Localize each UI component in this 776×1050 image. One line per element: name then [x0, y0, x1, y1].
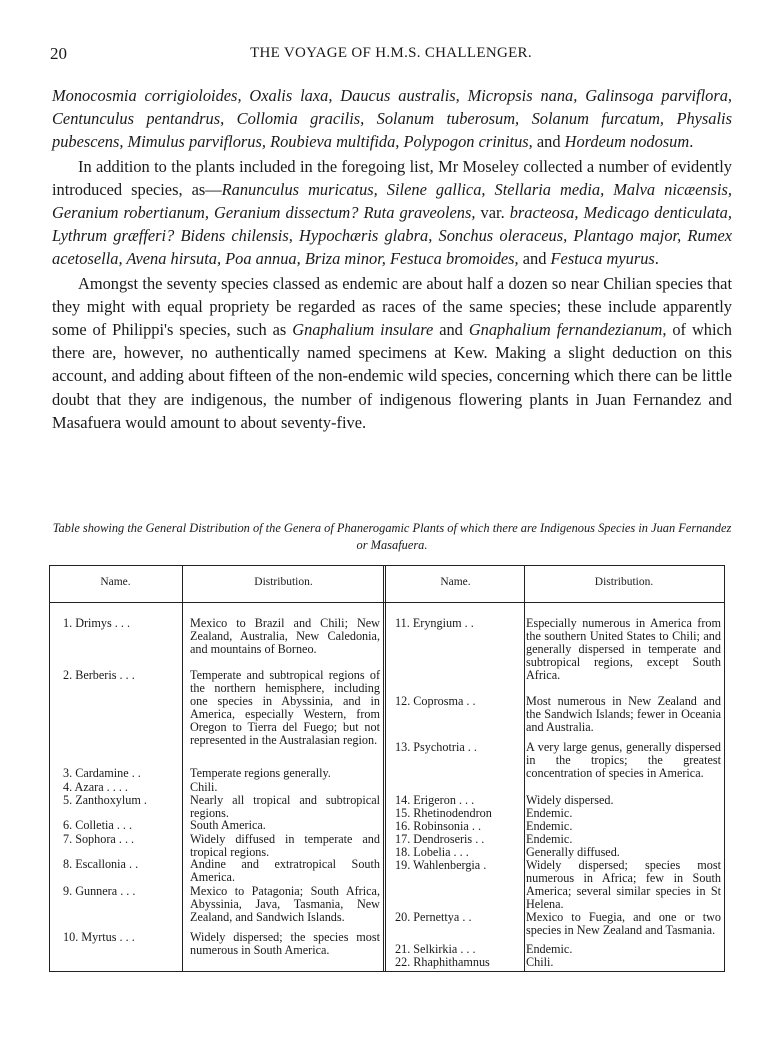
genus-distribution: Mexico to Patagonia; South Africa, Abyssinia, Java, Tasmania, New Zealand, and Sandwich Islands.: [190, 884, 380, 924]
genus-name: 12. Coprosma . .: [395, 694, 476, 708]
text-run: and: [433, 320, 469, 340]
genus-distribution: Mexico to Fuegia, and one or two species in New Zealand and Tasmania.: [526, 910, 721, 937]
header-distribution-right: Distribution.: [594, 576, 654, 588]
genus-distribution: Chili.: [526, 955, 554, 969]
genus-distribution: Widely dispersed; the species most numerous in South America.: [190, 930, 380, 957]
paragraph-introduced-species: [52, 155, 732, 271]
text-run: Festuca myurus: [550, 249, 655, 269]
genus-name: 21. Selkirkia . . .: [395, 942, 476, 956]
header-name-left: Name.: [100, 576, 131, 588]
genus-name: 1. Drimys . . .: [63, 616, 131, 630]
text-run: Gnaphalium fernandezianum: [468, 320, 663, 340]
genera-distribution-table: [49, 565, 725, 972]
genus-name: 20. Pernettya . .: [395, 910, 472, 924]
genus-distribution: Nearly all tropical and subtropical regions.: [190, 793, 380, 820]
genus-name: 14. Erigeron . . .: [395, 793, 475, 807]
text-run: , of which there are, however, no authentically named specimens at Kew. Making a slight deduction on this account, and adding about fifteen of the non-endemic wild species, concerning which there can be little doubt that they are indigenous, the number of indigenous flowering plants in Juan Fernandez and Masafuera would amount to about seventy-five.: [52, 320, 733, 432]
genus-name: 4. Azara . . . .: [63, 780, 128, 794]
genus-name: 16. Robinsonia . .: [395, 819, 481, 833]
genus-name: 17. Dendroseris . .: [395, 832, 485, 846]
genus-name: 11. Eryngium . .: [395, 616, 474, 630]
text-run: and: [518, 249, 551, 269]
genus-name: 2. Berberis . . .: [63, 668, 135, 682]
text-run: Monocosmia corrigioloides, Oxalis laxa, Daucus australis, Micropsis nana, Galinsoga parviflora, Centunculus pentandrus, Collomia gracilis, Solanum tuberosum, Solanum furcatum, Physalis pubescens, Mimulus parviflorus, Roubieva multifida, Polypogon crinitus,: [52, 86, 732, 152]
genus-distribution: Temperate and subtropical regions of the northern hemisphere, including one species in Abyssinia, and in America, especially Western, from Oregon to Tierra del Fuego; but not represented in the Australasian region.: [190, 668, 380, 747]
running-title: THE VOYAGE OF H.M.S. CHALLENGER.: [250, 45, 532, 61]
center-double-rule: [383, 565, 386, 972]
genus-distribution: Endemic.: [526, 806, 573, 820]
genus-distribution: Widely diffused in temperate and tropical regions.: [190, 832, 380, 859]
genus-distribution: Especially numerous in America from the southern United States to Chili; and generally dispersed in temperate and subtropical regions, except South Africa.: [526, 616, 721, 682]
text-run: .: [654, 249, 659, 269]
genus-distribution: A very large genus, generally dispersed in the tropics; the greatest concentration of species in America.: [526, 740, 721, 780]
table-caption: Table showing the General Distribution of the Genera of Phanerogamic Plants of which there are Indigenous Species in Juan Fernandez or Masafuera.: [52, 521, 732, 552]
paragraph-species-list-end: [52, 84, 732, 154]
genus-name: 15. Rhetinodendron: [395, 806, 492, 820]
header-name-right: Name.: [440, 576, 471, 588]
paragraph-endemic-species: [52, 272, 732, 434]
body-text: [52, 84, 732, 434]
genus-distribution: Endemic.: [526, 819, 573, 833]
text-run: Gnaphalium insulare: [292, 320, 434, 340]
genus-name: 22. Rhaphithamnus: [395, 955, 490, 969]
text-run: Amongst the seventy species classed as endemic are about half a dozen so near Chilian species that they might with equal propriety be regarded as races of the same species; these include apparently some of Philippi's species, such as: [52, 273, 732, 340]
genus-distribution: Widely dispersed.: [526, 793, 614, 807]
text-run: and: [532, 132, 565, 152]
genus-distribution: Endemic.: [526, 832, 573, 846]
genus-name: 6. Colletia . . .: [63, 818, 133, 832]
genus-distribution: Chili.: [190, 780, 218, 794]
header-rule: [49, 602, 725, 603]
genus-distribution: Generally diffused.: [526, 845, 620, 859]
page-number: 20: [50, 44, 67, 63]
genus-name: 9. Gunnera . . .: [63, 884, 136, 898]
running-header: [50, 44, 732, 68]
genus-name: 3. Cardamine . .: [63, 766, 141, 780]
genus-name: 5. Zanthoxylum .: [63, 793, 147, 807]
genus-name: 18. Lobelia . . .: [395, 845, 469, 859]
genus-name: 19. Wahlenbergia .: [395, 858, 487, 872]
text-run: var.: [475, 203, 510, 223]
genus-distribution: Andine and extratropical South America.: [190, 857, 380, 884]
text-run: bracteosa, Medicago denticulata, Lythrum græfferi? Bidens chilensis, Hypochæris glabra, Sonchus oleraceus, Plantago major, Rumex acetosella, Avena hirsuta, Poa annua, Briza minor, Festuca bromoides,: [52, 203, 732, 269]
genus-distribution: Mexico to Brazil and Chili; New Zealand, Australia, New Caledonia, and mountains of Borneo.: [190, 616, 380, 656]
header-distribution-left: Distribution.: [254, 576, 313, 588]
genus-name: 10. Myrtus . . .: [63, 930, 135, 944]
genus-name: 8. Escallonia . .: [63, 857, 139, 871]
genus-distribution: Temperate regions generally.: [190, 766, 331, 780]
column-rule: [182, 565, 183, 972]
genus-distribution: Endemic.: [526, 942, 573, 956]
text-run: In addition to the plants included in the foregoing list, Mr Moseley collected a number of evidently introduced species, as—: [52, 156, 732, 199]
genus-distribution: Most numerous in New Zealand and the Sandwich Islands; fewer in Oceania and Australia.: [526, 694, 721, 734]
text-run: Hordeum nodosum: [564, 132, 690, 152]
genus-distribution: South America.: [190, 818, 266, 832]
text-run: .: [689, 132, 694, 152]
genus-name: 7. Sophora . . .: [63, 832, 135, 846]
text-run: Ranunculus muricatus, Silene gallica, Stellaria media, Malva nicæensis, Geranium robertianum, Geranium dissectum? Ruta graveolens,: [52, 179, 732, 223]
genus-distribution: Widely dispersed; species most numerous in Africa; few in South America; several similar species in St Helena.: [526, 858, 721, 911]
genus-name: 13. Psychotria . .: [395, 740, 477, 754]
